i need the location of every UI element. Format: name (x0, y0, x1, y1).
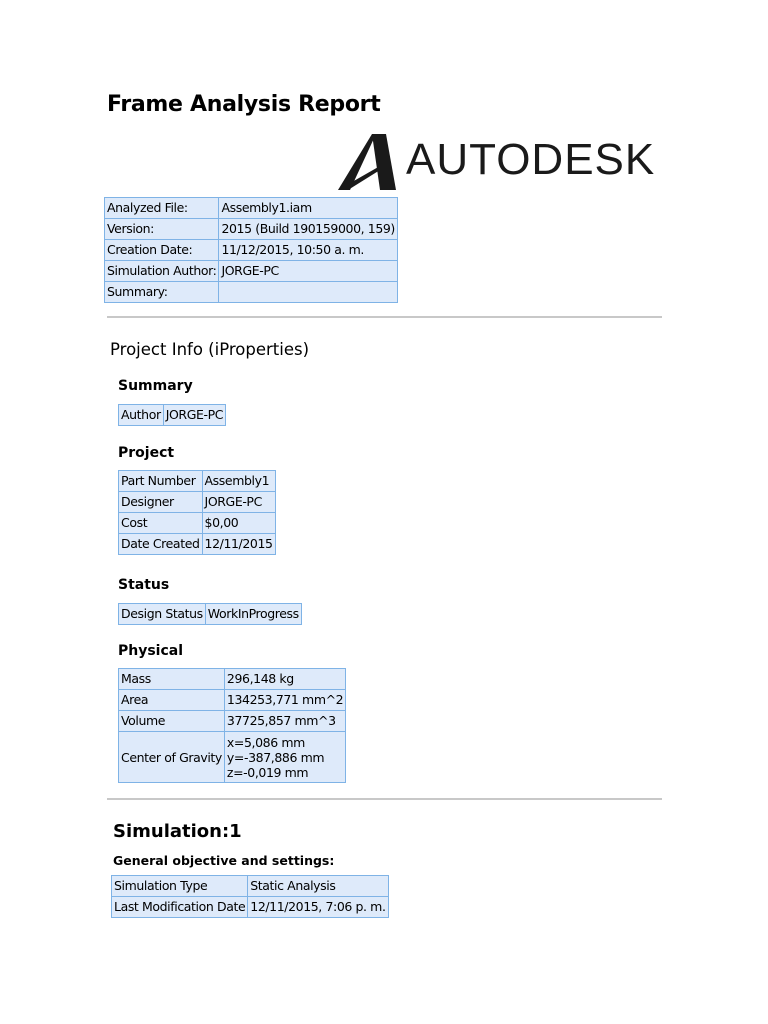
autodesk-logo-text: AUTODESK (406, 135, 656, 184)
table-cell: Area (119, 690, 225, 711)
table-row (119, 492, 276, 513)
table-cell: 11/12/2015, 10:50 a. m. (219, 240, 397, 261)
table-cell: 12/11/2015, 7:06 p. m. (248, 897, 388, 918)
summary-heading: Summary (118, 378, 193, 394)
table-cell: Volume (119, 711, 225, 732)
report-title: Frame Analysis Report (107, 92, 381, 117)
table-cell: $0,00 (202, 513, 275, 534)
table-cell: Version: (105, 219, 219, 240)
table-cell: Assembly1.iam (219, 198, 397, 219)
table-row (119, 471, 276, 492)
table-cell: Design Status (119, 604, 206, 625)
table-row (119, 604, 302, 625)
status-table (118, 603, 302, 625)
table-cell: Cost (119, 513, 203, 534)
table-cell: JORGE-PC (219, 261, 397, 282)
project-heading: Project (118, 445, 175, 461)
table-cell: Author (119, 405, 164, 426)
table-row (119, 690, 346, 711)
table-row (105, 282, 398, 303)
simulation-table (111, 875, 389, 918)
table-cell: Simulation Type (112, 876, 248, 897)
table-cell: Part Number (119, 471, 203, 492)
table-cell: Assembly1 (202, 471, 275, 492)
table-cell: 12/11/2015 (202, 534, 275, 555)
table-row (119, 405, 226, 426)
cog-y-value: y=-387,886 mm (226, 749, 325, 765)
simulation-heading: Simulation:1 (113, 821, 242, 842)
autodesk-logo (336, 132, 666, 198)
table-cell: Last Modification Date (112, 897, 248, 918)
physical-heading: Physical (118, 643, 184, 659)
table-cell: WorkInProgress (205, 604, 301, 625)
status-heading: Status (118, 577, 170, 593)
table-cell: Static Analysis (248, 876, 388, 897)
table-cell: JORGE-PC (202, 492, 275, 513)
table-cell: Summary: (105, 282, 219, 303)
project-info-heading: Project Info (iProperties) (110, 340, 310, 359)
table-cell: Simulation Author: (105, 261, 219, 282)
table-row (119, 513, 276, 534)
table-row (112, 897, 389, 918)
physical-table (118, 668, 346, 783)
table-row (119, 534, 276, 555)
cog-x-value: x=5,086 mm (226, 734, 305, 750)
simulation-subheading: General objective and settings: (113, 853, 335, 868)
project-table (118, 470, 276, 555)
table-cell: 134253,771 mm^2 (224, 690, 345, 711)
table-cell: JORGE-PC (163, 405, 225, 426)
summary-table (118, 404, 226, 426)
table-row (105, 261, 398, 282)
table-cell: Center of Gravity (119, 732, 225, 783)
table-row (119, 669, 346, 690)
table-cell: 296,148 kg (224, 669, 345, 690)
cog-z-value: z=-0,019 mm (226, 764, 309, 780)
center-of-gravity-cell (224, 732, 345, 783)
file-info-table (104, 197, 398, 303)
table-cell: Designer (119, 492, 203, 513)
table-row (105, 240, 398, 261)
table-cell: Mass (119, 669, 225, 690)
table-cell: Analyzed File: (105, 198, 219, 219)
table-row (119, 711, 346, 732)
table-row (112, 876, 389, 897)
divider (107, 798, 662, 800)
table-cell: Date Created (119, 534, 203, 555)
table-cell: 37725,857 mm^3 (224, 711, 345, 732)
table-row (105, 219, 398, 240)
table-cell (219, 282, 397, 303)
divider (107, 316, 662, 318)
table-row (105, 198, 398, 219)
table-cell: 2015 (Build 190159000, 159) (219, 219, 397, 240)
table-row (119, 732, 346, 783)
table-cell: Creation Date: (105, 240, 219, 261)
